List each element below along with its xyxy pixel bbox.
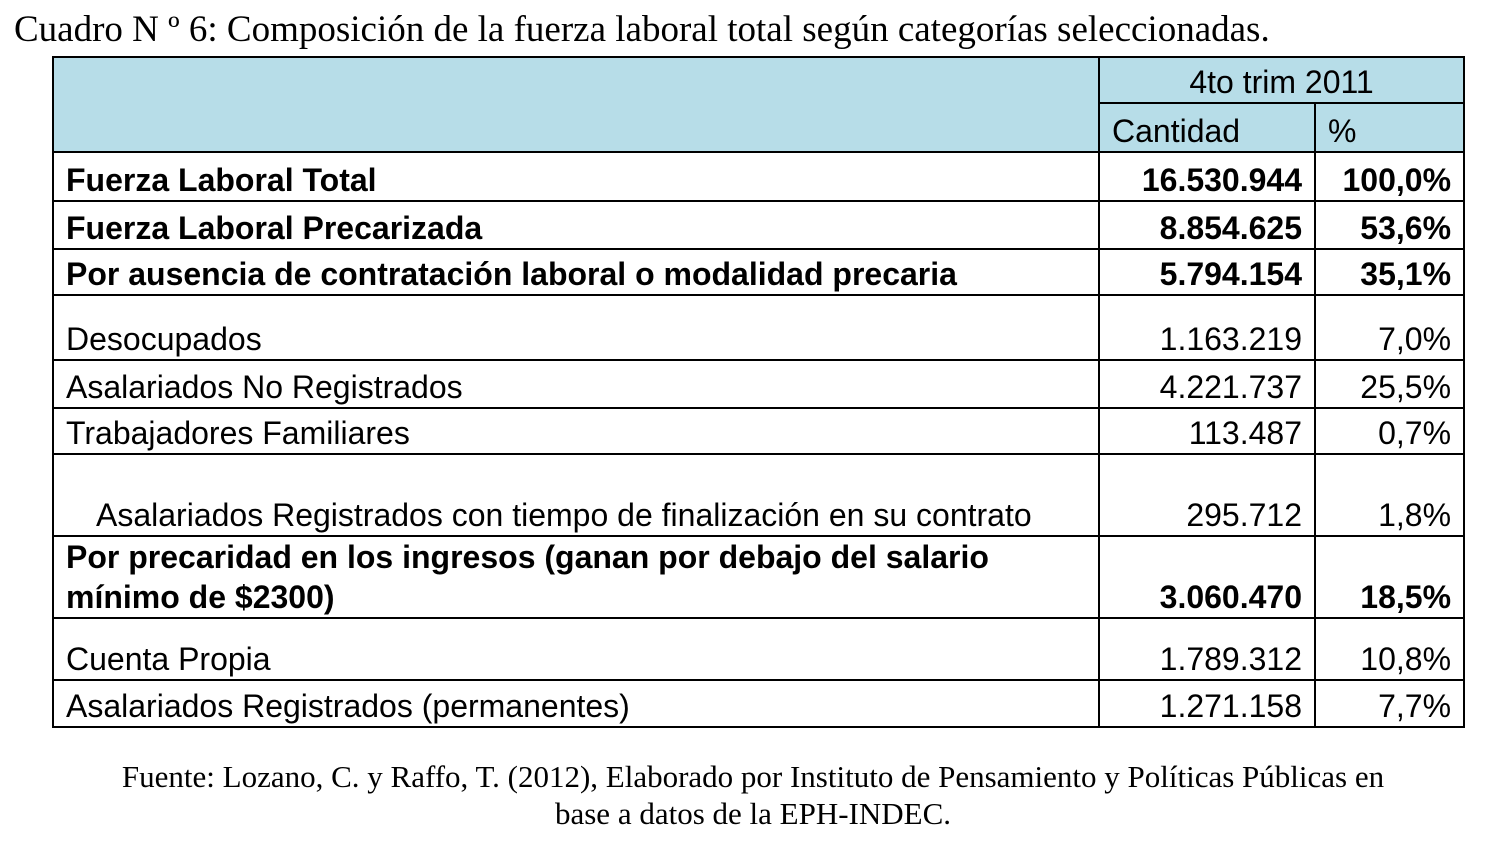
table-row (53, 360, 1464, 408)
table-row (53, 295, 1464, 360)
table-row (53, 152, 1464, 201)
row-cantidad: 3.060.470 (1099, 536, 1315, 618)
row-label: Asalariados No Registrados (53, 360, 1099, 408)
row-label: Asalariados Registrados (permanentes) (53, 680, 1099, 727)
row-label: Fuerza Laboral Precarizada (53, 201, 1099, 249)
row-label: Asalariados Registrados con tiempo de finalización en su contrato (53, 454, 1099, 536)
table-row (53, 536, 1464, 618)
source-line-1: Fuente: Lozano, C. y Raffo, T. (2012), Elaborado por Instituto de Pensamiento y Políticas Públicas en (121, 759, 1385, 794)
row-label: Trabajadores Familiares (53, 408, 1099, 454)
row-pct: 18,5% (1315, 536, 1464, 618)
source-note (0, 758, 1506, 832)
labor-force-table (52, 56, 1465, 728)
row-cantidad: 4.221.737 (1099, 360, 1315, 408)
row-label: Por ausencia de contratación laboral o modalidad precaria (53, 249, 1099, 295)
table-row (53, 408, 1464, 454)
table-title: Cuadro N º 6: Composición de la fuerza laboral total según categorías seleccionadas. (14, 9, 1270, 50)
row-cantidad: 295.712 (1099, 454, 1315, 536)
row-pct: 10,8% (1315, 618, 1464, 680)
row-cantidad: 113.487 (1099, 408, 1315, 454)
row-label: Cuenta Propia (53, 618, 1099, 680)
header-cantidad: Cantidad (1099, 103, 1315, 152)
row-pct: 25,5% (1315, 360, 1464, 408)
row-label: Desocupados (53, 295, 1099, 360)
header-row-period (53, 57, 1464, 103)
row-cantidad: 8.854.625 (1099, 201, 1315, 249)
header-empty-cell (53, 57, 1099, 152)
row-pct: 35,1% (1315, 249, 1464, 295)
row-pct: 53,6% (1315, 201, 1464, 249)
table-row (53, 454, 1464, 536)
row-pct: 0,7% (1315, 408, 1464, 454)
row-label: Fuerza Laboral Total (53, 152, 1099, 201)
row-cantidad: 16.530.944 (1099, 152, 1315, 201)
row-pct: 7,0% (1315, 295, 1464, 360)
header-period: 4to trim 2011 (1099, 57, 1464, 103)
table-row (53, 201, 1464, 249)
row-label: Por precaridad en los ingresos (ganan por debajo del salario mínimo de $2300) (53, 536, 1099, 618)
row-cantidad: 5.794.154 (1099, 249, 1315, 295)
row-cantidad: 1.789.312 (1099, 618, 1315, 680)
source-line-2: base a datos de la EPH-INDEC. (554, 796, 951, 831)
row-pct: 1,8% (1315, 454, 1464, 536)
table-row (53, 249, 1464, 295)
table-row (53, 618, 1464, 680)
row-cantidad: 1.271.158 (1099, 680, 1315, 727)
row-pct: 7,7% (1315, 680, 1464, 727)
header-pct: % (1315, 103, 1464, 152)
row-pct: 100,0% (1315, 152, 1464, 201)
table-row (53, 680, 1464, 727)
row-cantidad: 1.163.219 (1099, 295, 1315, 360)
